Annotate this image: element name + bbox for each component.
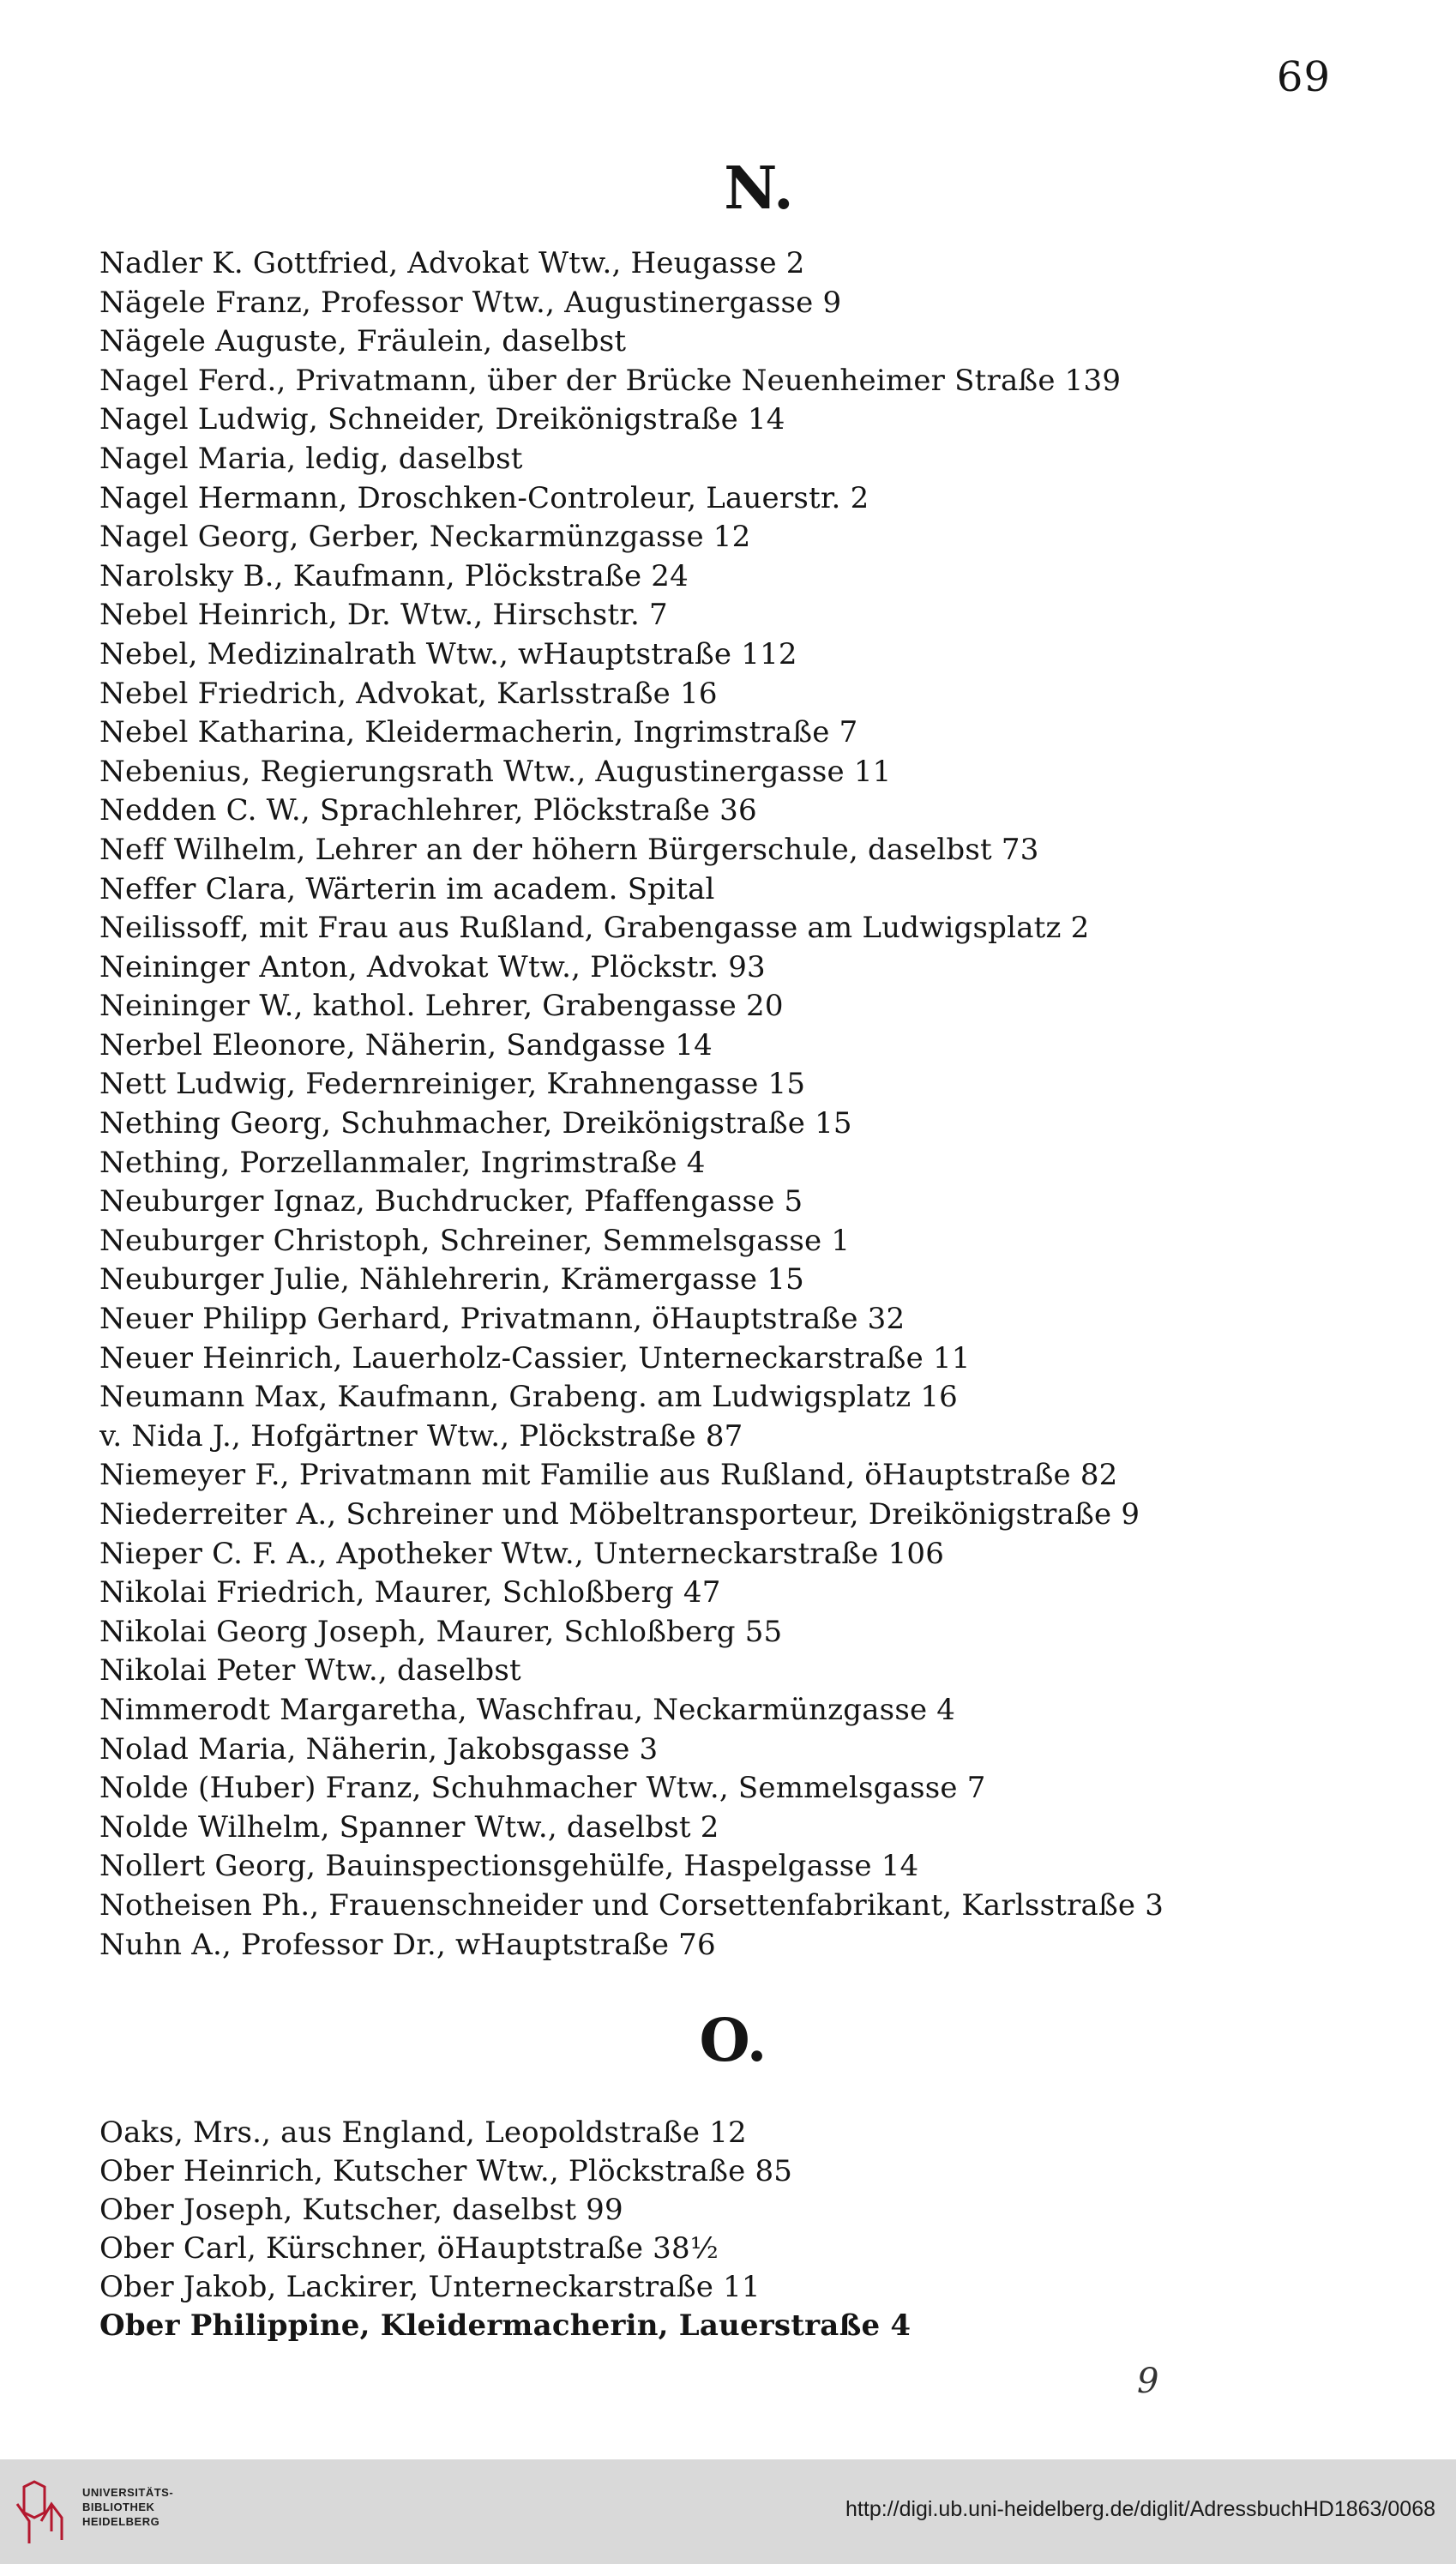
directory-entry: Nadler K. Gottfried, Advokat Wtw., Heugasse 2 [99, 246, 805, 280]
directory-entry: Nimmerodt Margaretha, Waschfrau, Neckarmünzgasse 4 [99, 1692, 956, 1727]
directory-entry: Neininger Anton, Advokat Wtw., Plöckstr. 93 [99, 949, 766, 984]
directory-entry: Nebel Friedrich, Advokat, Karlsstraße 16 [99, 676, 718, 711]
directory-entry: Nieper C. F. A., Apotheker Wtw., Unterneckarstraße 106 [99, 1536, 945, 1571]
library-name-line-2: BIBLIOTHEK [82, 2501, 155, 2513]
directory-entry: Neininger W., kathol. Lehrer, Grabengasse 20 [99, 989, 784, 1024]
directory-entry: Nolad Maria, Näherin, Jakobsgasse 3 [99, 1731, 659, 1767]
directory-entry: Neumann Max, Kaufmann, Grabeng. am Ludwigsplatz 16 [99, 1380, 958, 1415]
page-number: 69 [1276, 53, 1331, 101]
directory-entry: Nägele Franz, Professor Wtw., Augustinergasse 9 [99, 285, 842, 320]
footer-bar [0, 2459, 1456, 2564]
university-seal-icon [12, 2478, 74, 2547]
section-heading-n: N. [724, 154, 794, 223]
directory-entry: Nebel Katharina, Kleidermacherin, Ingrimstraße 7 [99, 715, 858, 750]
directory-entry: Ober Jakob, Lackirer, Unterneckarstraße 11 [99, 2270, 761, 2304]
directory-entry: Ober Philippine, Kleidermacherin, Lauerstraße 4 [99, 2308, 912, 2343]
directory-entry: Nebenius, Regierungsrath Wtw., Augustinergasse 11 [99, 754, 892, 789]
library-name [82, 2485, 173, 2529]
section-heading-o: O. [699, 2007, 767, 2075]
library-name-line-3: HEIDELBERG [82, 2515, 160, 2528]
directory-entry: Nagel Maria, ledig, daselbst [99, 441, 523, 476]
directory-entry: Neffer Clara, Wärterin im academ. Spital [99, 871, 715, 906]
directory-entry: Nerbel Eleonore, Näherin, Sandgasse 14 [99, 1027, 713, 1062]
directory-entry: Niederreiter A., Schreiner und Möbeltransporteur, Dreikönigstraße 9 [99, 1497, 1140, 1532]
library-name-line-1: UNIVERSITÄTS- [82, 2486, 174, 2499]
directory-entry: Niemeyer F., Privatmann mit Familie aus Rußland, öHauptstraße 82 [99, 1458, 1118, 1493]
directory-entry: Nething, Porzellanmaler, Ingrimstraße 4 [99, 1145, 706, 1180]
directory-entry: Oaks, Mrs., aus England, Leopoldstraße 12 [99, 2116, 747, 2150]
directory-entry: Nedden C. W., Sprachlehrer, Plöckstraße 36 [99, 793, 757, 828]
directory-entry: Nagel Hermann, Droschken-Controleur, Lauerstr. 2 [99, 480, 869, 515]
directory-entry: Neuburger Ignaz, Buchdrucker, Pfaffengasse 5 [99, 1184, 803, 1219]
directory-entry: Neuer Heinrich, Lauerholz-Cassier, Unterneckarstraße 11 [99, 1340, 971, 1375]
directory-entry: Neuburger Christoph, Schreiner, Semmelsgasse 1 [99, 1223, 851, 1258]
directory-entry: Neuer Philipp Gerhard, Privatmann, öHauptstraße 32 [99, 1302, 905, 1337]
directory-entry: Nagel Georg, Gerber, Neckarmünzgasse 12 [99, 520, 751, 555]
directory-entry: Nägele Auguste, Fräulein, daselbst [99, 324, 627, 359]
directory-entry: Nikolai Peter Wtw., daselbst [99, 1653, 521, 1688]
directory-entry: Neilissoff, mit Frau aus Rußland, Grabengasse am Ludwigsplatz 2 [99, 911, 1090, 946]
entries-list-o [99, 2114, 1405, 2345]
directory-entry: Nolde Wilhelm, Spanner Wtw., daselbst 2 [99, 1809, 719, 1845]
directory-entry: Nagel Ludwig, Schneider, Dreikönigstraße 14 [99, 402, 785, 437]
directory-entry: Nollert Georg, Bauinspectionsgehülfe, Haspelgasse 14 [99, 1849, 919, 1884]
directory-entry: Nebel, Medizinalrath Wtw., wHauptstraße 112 [99, 636, 797, 671]
directory-entry: Nething Georg, Schuhmacher, Dreikönigstraße 15 [99, 1106, 852, 1141]
directory-entry: Narolsky B., Kaufmann, Plöckstraße 24 [99, 558, 689, 593]
directory-entry: Notheisen Ph., Frauenschneider und Corsettenfabrikant, Karlsstraße 3 [99, 1887, 1164, 1923]
directory-entry: Ober Heinrich, Kutscher Wtw., Plöckstraße 85 [99, 2154, 793, 2188]
source-url-link[interactable]: http://digi.ub.uni-heidelberg.de/diglit/AdressbuchHD1863/0068 [845, 2497, 1435, 2521]
directory-entry: Nagel Ferd., Privatmann, über der Brücke Neuenheimer Straße 139 [99, 363, 1122, 398]
directory-entry: Neff Wilhelm, Lehrer an der höhern Bürgerschule, daselbst 73 [99, 832, 1039, 867]
directory-entry: v. Nida J., Hofgärtner Wtw., Plöckstraße 87 [99, 1418, 743, 1454]
directory-entry: Nikolai Friedrich, Maurer, Schloßberg 47 [99, 1575, 721, 1610]
directory-entry: Neuburger Julie, Nählehrerin, Krämergasse 15 [99, 1262, 804, 1297]
entries-list-n [99, 244, 1405, 1965]
signature-mark: 9 [1137, 2362, 1159, 2401]
directory-entry: Ober Joseph, Kutscher, daselbst 99 [99, 2193, 623, 2227]
directory-entry: Nikolai Georg Joseph, Maurer, Schloßberg 55 [99, 1614, 783, 1649]
directory-entry: Ober Carl, Kürschner, öHauptstraße 38½ [99, 2231, 719, 2266]
directory-entry: Nett Ludwig, Federnreiniger, Krahnengasse 15 [99, 1067, 806, 1102]
directory-entry: Nebel Heinrich, Dr. Wtw., Hirschstr. 7 [99, 598, 668, 633]
directory-entry: Nuhn A., Professor Dr., wHauptstraße 76 [99, 1927, 716, 1962]
directory-entry: Nolde (Huber) Franz, Schuhmacher Wtw., Semmelsgasse 7 [99, 1771, 986, 1806]
